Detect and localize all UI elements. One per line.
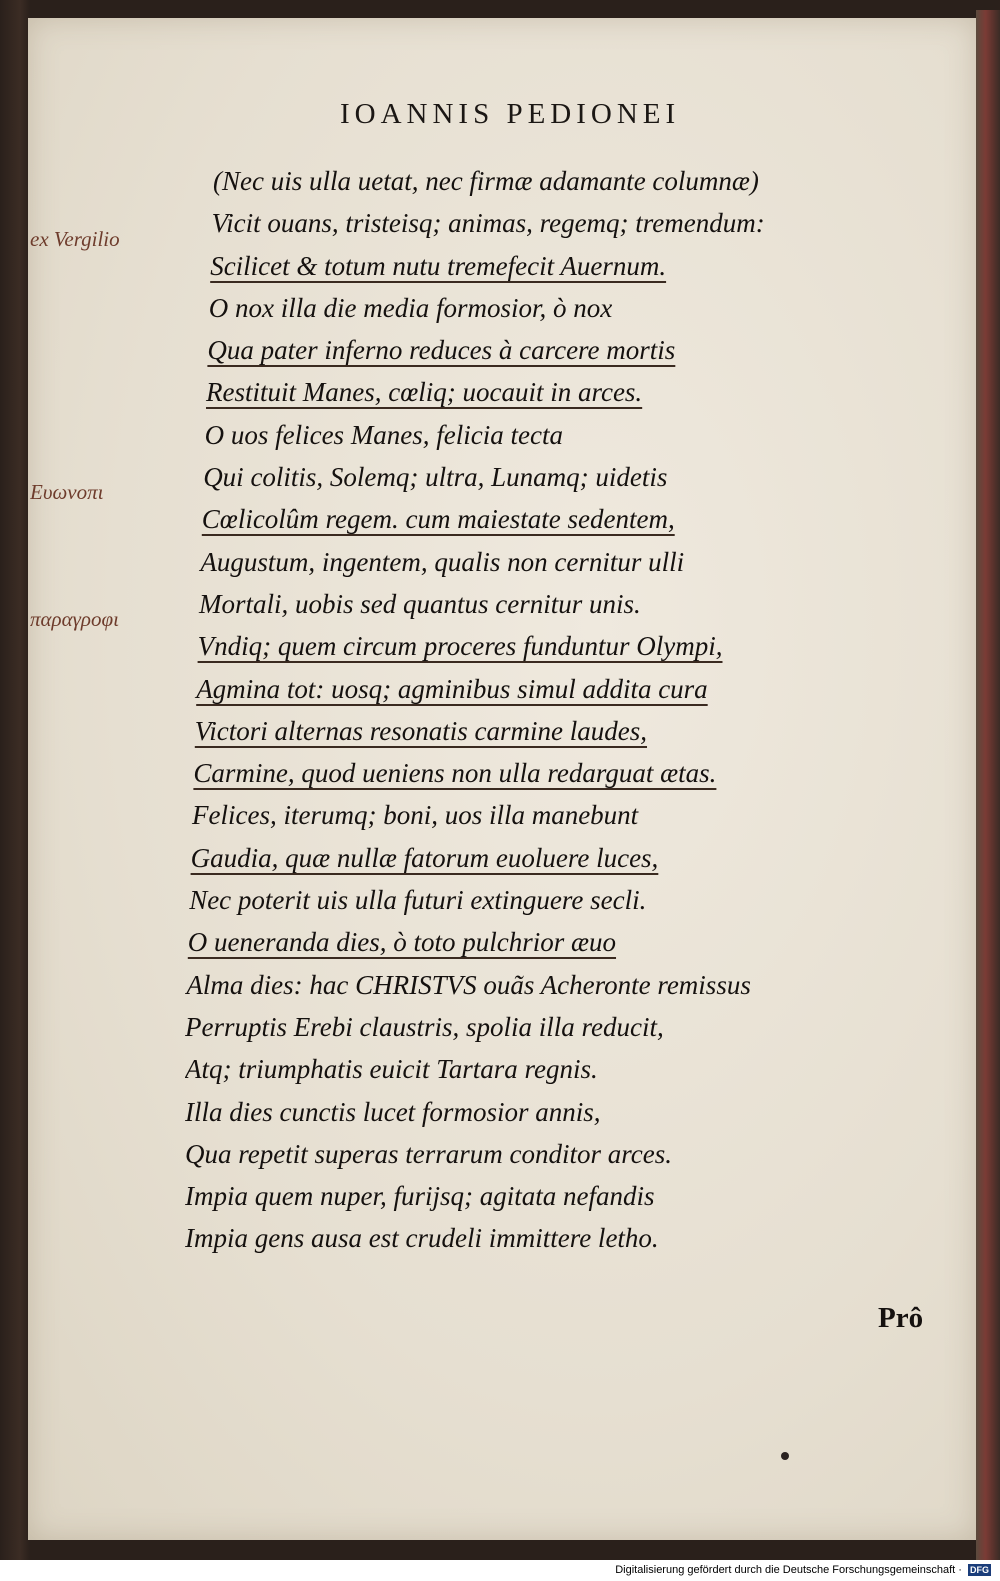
verse-line <box>185 541 945 583</box>
verse-line-text: (Nec uis ulla uetat, nec firmæ adamante columnæ) <box>213 166 759 196</box>
verse-line-text: Victori alternas resonatis carmine laudes, <box>194 715 648 746</box>
verse-line-text: Qui colitis, Solemq; ultra, Lunamq; uidetis <box>203 462 668 493</box>
verse-line <box>185 456 945 498</box>
verse-line <box>185 1006 945 1048</box>
verse-line <box>185 1217 945 1259</box>
verse-line-text: Scilicet & totum nutu tremefecit Auernum. <box>210 250 667 281</box>
verse-line <box>185 710 945 752</box>
verse-line-text: Gaudia, quæ nullæ fatorum euoluere luces, <box>190 842 659 873</box>
verse-line-text: Alma dies: hac CHRISTVS ouãs Acheronte remissus <box>186 969 751 1000</box>
verse-line-text: Mortali, uobis sed quantus cernitur unis. <box>199 588 641 619</box>
margin-note: ex Vergilio <box>30 226 120 251</box>
verse-line <box>185 245 945 287</box>
verse-line <box>185 668 945 710</box>
verse-line-text: O nox illa die media formosior, ò nox <box>208 292 613 323</box>
verse-line <box>185 1091 945 1133</box>
verse-line <box>185 414 945 456</box>
verse-line-text: Perruptis Erebi claustris, spolia illa reducit, <box>185 1011 664 1042</box>
catchword: Prô <box>878 1302 924 1334</box>
margin-note: Ευωνοπι <box>30 480 104 505</box>
credit-text: Digitalisierung gefördert durch die Deutsche Forschungsgemeinschaft <box>615 1564 956 1576</box>
verse-line <box>185 202 945 244</box>
verse-line <box>185 794 945 836</box>
verse-line <box>185 625 945 667</box>
verse-line-text: Vicit ouans, tristeisq; animas, regemq; tremendum: <box>211 208 765 239</box>
verse-line-text: Augustum, ingentem, qualis non cernitur ulli <box>200 546 685 577</box>
verse-line-text: Carmine, quod ueniens non ulla redarguat ætas. <box>193 758 717 789</box>
book-edge-right <box>976 10 1000 1560</box>
verse-line <box>185 371 945 413</box>
verse-line <box>185 964 945 1006</box>
verse-line-text: Nec poterit uis ulla futuri extinguere secli. <box>189 885 647 916</box>
verse-line-text: O uos felices Manes, felicia tecta <box>204 419 563 450</box>
verse-line <box>185 752 945 794</box>
margin-note: παραγροφι <box>30 607 119 632</box>
verse-line-text: O ueneranda dies, ò toto pulchrior æuo <box>187 927 617 958</box>
verse-line <box>185 1175 945 1217</box>
verse-line-text: Illa dies cunctis lucet formosior annis, <box>185 1096 601 1127</box>
verse-line <box>185 1133 945 1175</box>
verse-line <box>185 583 945 625</box>
verse-line <box>185 879 945 921</box>
verse-line <box>185 329 945 371</box>
signature-mark <box>781 1452 789 1460</box>
verse-line <box>185 1048 945 1090</box>
verse-line-text: Impia gens ausa est crudeli immittere letho. <box>185 1223 659 1254</box>
verse-line-text: Felices, iterumq; boni, uos illa manebunt <box>192 800 639 831</box>
verse-line-text: Agmina tot: uosq; agminibus simul addita cura <box>196 673 708 704</box>
verse-line-text: Vndiq; quem circum proceres funduntur Olympi, <box>197 631 723 662</box>
verse-line-text: Impia quem nuper, furijsq; agitata nefandis <box>185 1181 655 1212</box>
verse-line-text: Restituit Manes, cœliq; uocauit in arces. <box>206 377 643 408</box>
verse-line <box>185 498 945 540</box>
digitization-credit: Digitalisierung gefördert durch die Deutsche Forschungsgemeinschaft · DFG <box>612 1562 994 1578</box>
verse-line-text: Qua pater inferno reduces à carcere mortis <box>207 335 676 366</box>
verse-line <box>185 837 945 879</box>
running-header: IOANNIS PEDIONEI <box>340 98 681 130</box>
verse-line <box>185 921 945 963</box>
verse-line <box>185 160 945 202</box>
verse-line-text: Qua repetit superas terrarum conditor arces. <box>185 1138 672 1169</box>
verse-text <box>185 160 945 1260</box>
dfg-logo: DFG <box>970 1565 989 1575</box>
verse-line-text: Atq; triumphatis euicit Tartara regnis. <box>185 1054 598 1085</box>
verse-line <box>185 287 945 329</box>
verse-line-text: Cœlicolûm regem. cum maiestate sedentem, <box>201 504 675 535</box>
